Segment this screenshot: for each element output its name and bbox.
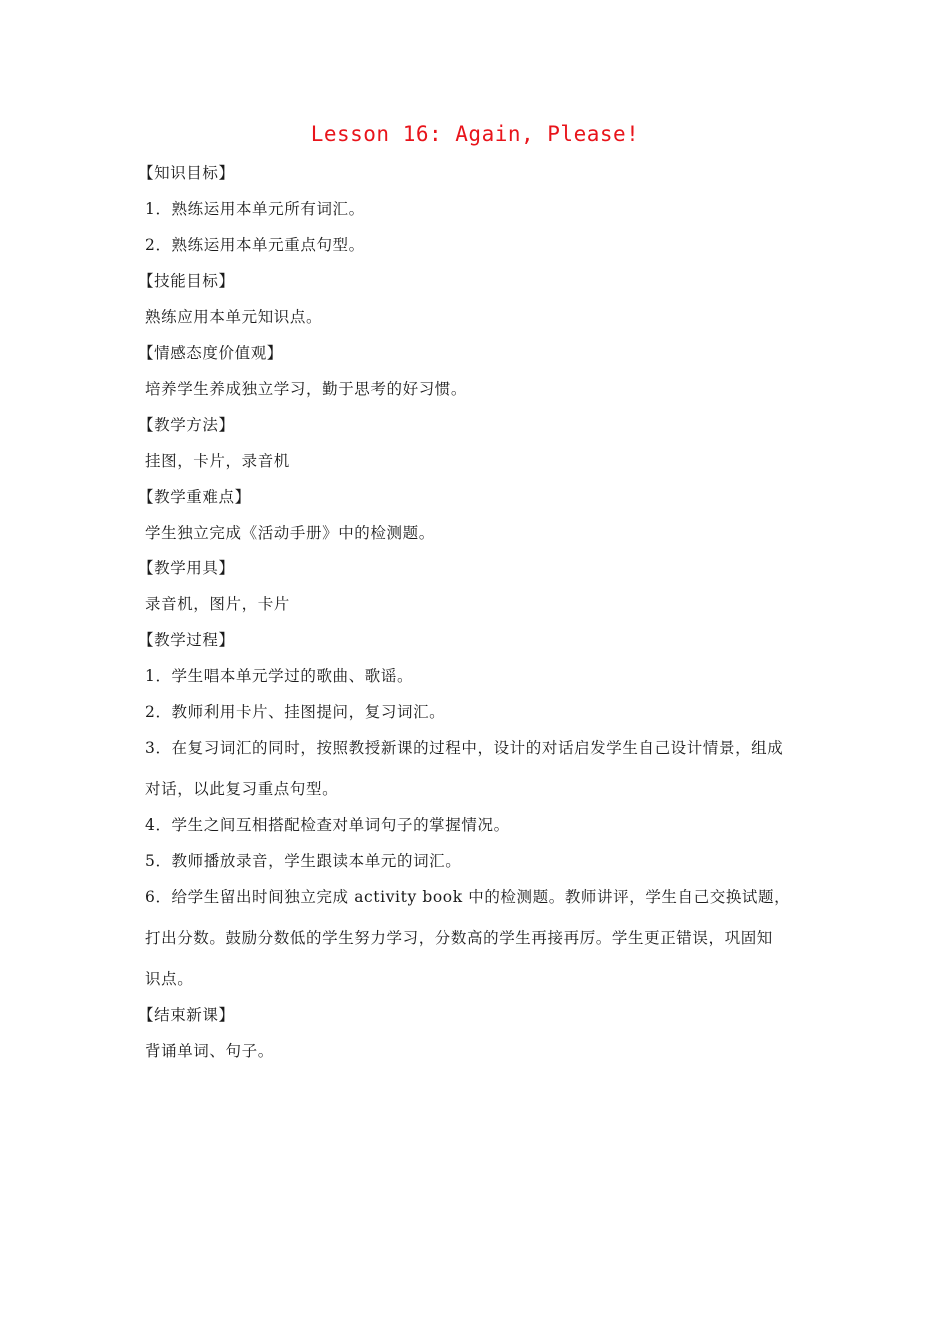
process-line: 5．教师播放录音，学生跟读本单元的词汇。	[145, 852, 462, 870]
method-text: 挂图，卡片，录音机	[145, 452, 290, 470]
emotion-text: 培养学生养成独立学习，勤于思考的好习惯。	[145, 380, 468, 398]
process-line: 4．学生之间互相搭配检查对单词句子的掌握情况。	[145, 816, 510, 834]
document-title: Lesson 16: Again, Please!	[310, 122, 640, 146]
knowledge-item-1: 1．熟练运用本单元所有词汇。	[145, 200, 365, 218]
process-line: 3．在复习词汇的同时，按照教授新课的过程中，设计的对话启发学生自己设计情景，组成	[145, 739, 784, 757]
heading-knowledge-goals: 【知识目标】	[138, 164, 235, 182]
process-line: 6．给学生留出时间独立完成 activity book 中的检测题。教师讲评，学生自己交换试题，	[145, 888, 791, 906]
heading-teaching-method: 【教学方法】	[138, 416, 235, 434]
process-line: 识点。	[145, 970, 194, 988]
heading-teaching-process: 【教学过程】	[138, 631, 235, 649]
closing-text: 背诵单词、句子。	[145, 1042, 274, 1060]
heading-key-difficulties: 【教学重难点】	[138, 488, 251, 506]
heading-teaching-tools: 【教学用具】	[138, 559, 235, 577]
heading-emotion-values: 【情感态度价值观】	[138, 344, 283, 362]
knowledge-item-2: 2．熟练运用本单元重点句型。	[145, 236, 365, 254]
process-line: 对话，以此复习重点句型。	[145, 780, 339, 798]
process-line: 打出分数。鼓励分数低的学生努力学习，分数高的学生再接再厉。学生更正错误，巩固知	[145, 929, 773, 947]
process-line: 1．学生唱本单元学过的歌曲、歌谣。	[145, 667, 414, 685]
heading-skill-goals: 【技能目标】	[138, 272, 235, 290]
skill-text: 熟练应用本单元知识点。	[145, 308, 323, 326]
heading-closing: 【结束新课】	[138, 1006, 235, 1024]
tools-text: 录音机，图片，卡片	[145, 595, 290, 613]
process-line: 2．教师利用卡片、挂图提问，复习词汇。	[145, 703, 446, 721]
difficulty-text: 学生独立完成《活动手册》中的检测题。	[145, 524, 435, 542]
